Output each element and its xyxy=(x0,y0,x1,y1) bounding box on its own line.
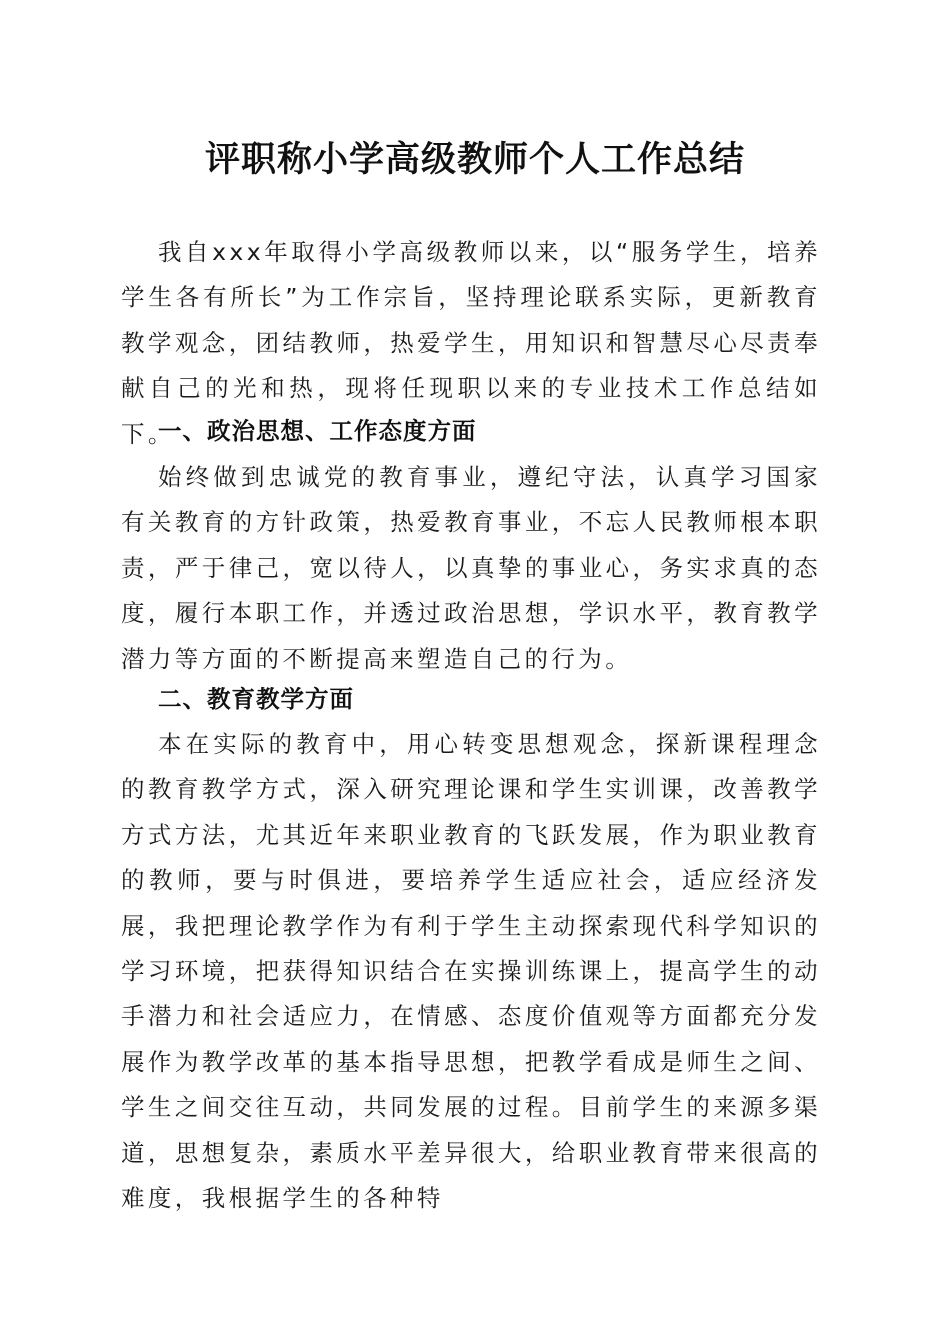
teaching-paragraph: 本在实际的教育中，用心转变思想观念，探新课程理念的教育教学方式，深入研究理论课和学生实训课，改善教学方式方法，尤其近年来职业教育的飞跃发展，作为职业教育的教师，要与时俱进，要培养学生适应社会，适应经济发展，我把理论教学作为有利于学生主动探索现代科学知识的学习环境，把获得知识结合在实操训练课上，提高学生的动手潜力和社会适应力，在情感、态度价值观等方面都充分发展作为教学改革的基本指导思想，把教学看成是师生之间、学生之间交往互动，共同发展的过程。目前学生的来源多渠道，思想复杂，素质水平差异很大，给职业教育带来很高的难度，我根据学生的各种特 xyxy=(121,730,821,1213)
intro-paragraph: 我自xxx年取得小学高级教师以来，以“服务学生，培养学生各有所长”为工作宗旨，坚持理论联系实际，更新教育教学观念，团结教师，热爱学生，用知识和智慧尽心尽责奉献自己的光和热，现将任现职以来的专业技术工作总结如下。 xyxy=(121,238,821,448)
political-paragraph: 始终做到忠诚党的教育事业，遵纪守法，认真学习国家有关教育的方针政策，热爱教育事业，不忘人民教师根本职责，严于律己，宽以待人，以真挚的事业心，务实求真的态度，履行本职工作，并透过政治思想，学识水平，教育教学潜力等方面的不断提高来塑造自己的行为。 xyxy=(121,463,821,673)
section-heading-teaching: 二、教育教学方面 xyxy=(158,685,354,713)
document-title: 评职称小学高级教师个人工作总结 xyxy=(204,139,745,180)
section-heading-political: 一、政治思想、工作态度方面 xyxy=(158,417,477,445)
